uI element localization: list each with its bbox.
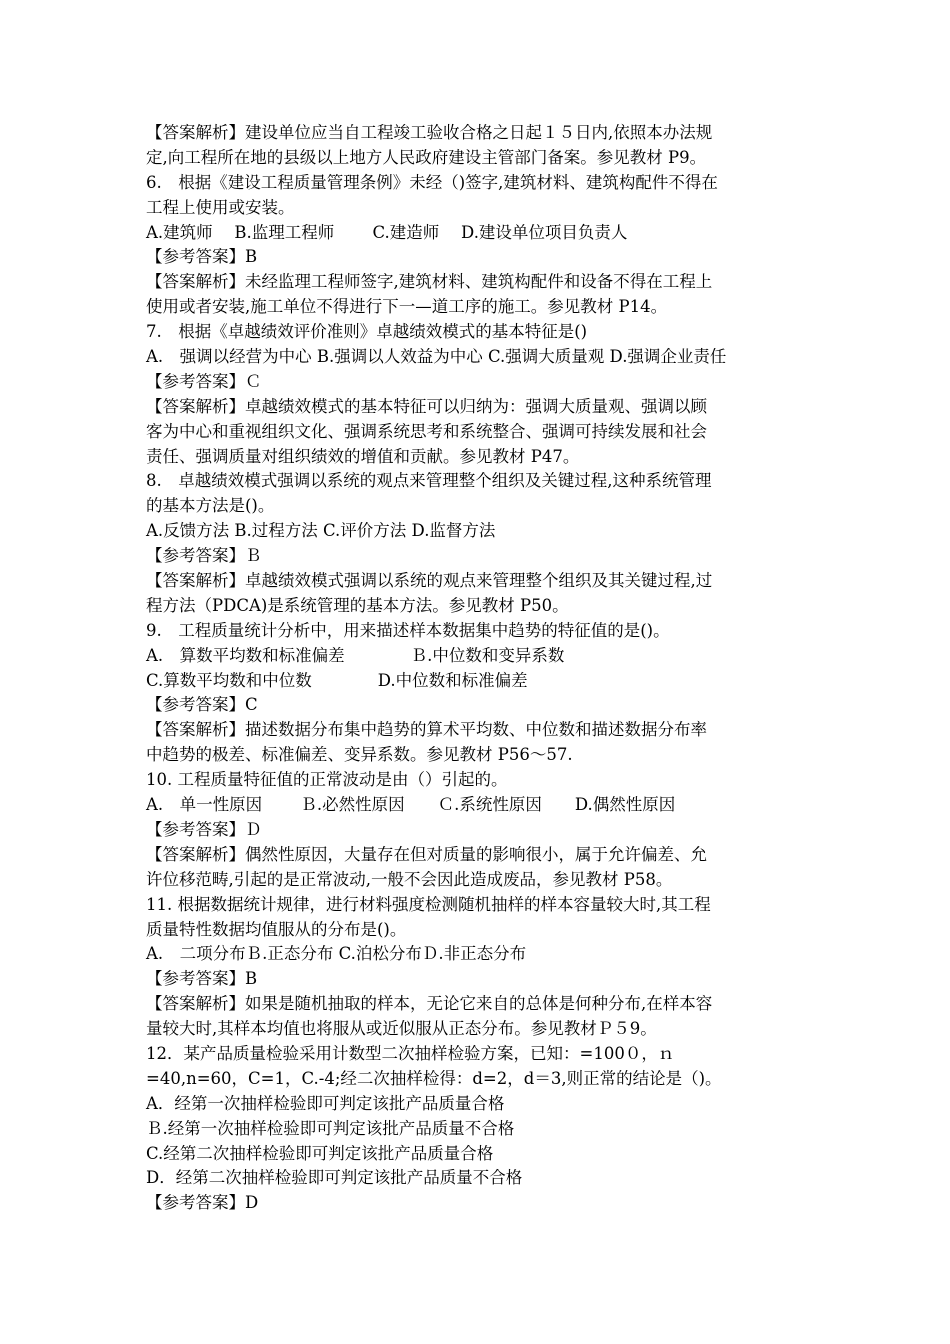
text-line: C.经第二次抽样检验即可判定该批产品质量合格 bbox=[146, 1143, 494, 1163]
text-line: C.算数平均数和中位数 D.中位数和标准偏差 bbox=[146, 670, 528, 690]
text-line: 【参考答案】B bbox=[146, 247, 258, 267]
text-line: A.反馈方法 B.过程方法 C.评价方法 D.监督方法 bbox=[146, 521, 496, 541]
text-line: 的基本方法是()。 bbox=[146, 496, 275, 516]
text-line: 【答案解析】未经监理工程师签字,建筑材料、建筑构配件和设备不得在工程上 bbox=[146, 272, 713, 292]
text-line: A.建筑师 B.监理工程师 C.建造师 D.建设单位项目负责人 bbox=[146, 222, 628, 242]
text-line: A. 二项分布Ｂ.正态分布 C.泊松分布Ｄ.非正态分布 bbox=[146, 944, 527, 964]
text-line: 程方法（PDCA)是系统管理的基本方法。参见教材 P50。 bbox=[146, 595, 569, 615]
text-line: 【答案解析】建设单位应当自工程竣工验收合格之日起１５日内,依照本办法规 bbox=[146, 123, 713, 142]
text-line: A. 单一性原因 Ｂ.必然性原因 Ｃ.系统性原因 D.偶然性原因 bbox=[146, 795, 676, 815]
text-line: 客为中心和重视组织文化、强调系统思考和系统整合、强调可持续发展和社会 bbox=[146, 421, 707, 441]
text-line: 许位移范畴,引起的是正常波动,一般不会因此造成废品，参见教材 P58。 bbox=[146, 869, 673, 889]
text-line: A. 算数平均数和标准偏差 Ｂ.中位数和变异系数 bbox=[146, 645, 565, 665]
text-line: 【答案解析】卓越绩效模式强调以系统的观点来管理整个组织及其关键过程,过 bbox=[146, 571, 713, 591]
text-line: 质量特性数据均值服从的分布是()。 bbox=[146, 919, 407, 939]
text-line: Ｂ.经第一次抽样检验即可判定该批产品质量不合格 bbox=[146, 1118, 515, 1138]
text-line: 11. 根据数据统计规律，进行材料强度检测随机抽样的样本容量较大时,其工程 bbox=[146, 894, 711, 914]
text-line: 工程上使用或安装。 bbox=[146, 197, 295, 217]
text-line: 【答案解析】偶然性原因，大量存在但对质量的影响很小，属于允许偏差、允 bbox=[146, 844, 707, 864]
text-line: A. 强调以经营为中心 B.强调以人效益为中心 C.强调大质量观 D.强调企业责任 bbox=[146, 347, 727, 367]
text-line: 【参考答案】D bbox=[146, 1193, 259, 1213]
text-line: 12．某产品质量检验采用计数型二次抽样检验方案，已知：=100０，ｎ bbox=[146, 1043, 675, 1063]
text-line: 【参考答案】Ｄ bbox=[146, 819, 262, 839]
text-line: 【参考答案】B bbox=[146, 969, 258, 989]
text-line: 【参考答案】Ｂ bbox=[146, 546, 262, 566]
text-line: A．经第一次抽样检验即可判定该批产品质量合格 bbox=[146, 1093, 505, 1113]
text-line: 10. 工程质量特征值的正常波动是由（）引起的。 bbox=[146, 770, 508, 790]
text-line: 9. 工程质量统计分析中，用来描述样本数据集中趋势的特征值的是()。 bbox=[146, 620, 670, 640]
text-line: =40,n=60，C=1，C.-4;经二次抽样检得：d=2，d＝3,则正常的结论是（)。 bbox=[146, 1068, 722, 1088]
document-page bbox=[146, 121, 806, 1216]
text-line: 量较大时,其样本均值也将服从或近似服从正态分布。参见教材Ｐ５9。 bbox=[146, 1019, 657, 1039]
text-line: 【答案解析】卓越绩效模式的基本特征可以归纳为：强调大质量观、强调以顾 bbox=[146, 396, 707, 416]
text-line: 【答案解析】如果是随机抽取的样本，无论它来自的总体是何种分布,在样本容 bbox=[146, 994, 713, 1014]
text-line: D．经第二次抽样检验即可判定该批产品质量不合格 bbox=[146, 1168, 523, 1188]
text-line: 8. 卓越绩效模式强调以系统的观点来管理整个组织及关键过程,这种系统管理 bbox=[146, 471, 712, 491]
text-line: 【参考答案】C bbox=[146, 695, 258, 715]
text-line: 使用或者安装,施工单位不得进行下一—道工序的施工。参见教材 P14。 bbox=[146, 297, 668, 317]
text-line: 中趋势的极差、标准偏差、变异系数。参见教材 P56～57. bbox=[146, 745, 573, 765]
text-line: 责任、强调质量对组织绩效的增值和贡献。参见教材 P47。 bbox=[146, 446, 580, 466]
text-line: 【参考答案】Ｃ bbox=[146, 371, 262, 391]
text-line: 6. 根据《建设工程质量管理条例》未经（)签字,建筑材料、建筑构配件不得在 bbox=[146, 172, 718, 192]
text-line: 【答案解析】描述数据分布集中趋势的算术平均数、中位数和描述数据分布率 bbox=[146, 720, 707, 740]
text-line: 7. 根据《卓越绩效评价准则》卓越绩效模式的基本特征是() bbox=[146, 322, 588, 342]
text-line: 定,向工程所在地的县级以上地方人民政府建设主管部门备案。参见教材 P9。 bbox=[146, 147, 707, 167]
